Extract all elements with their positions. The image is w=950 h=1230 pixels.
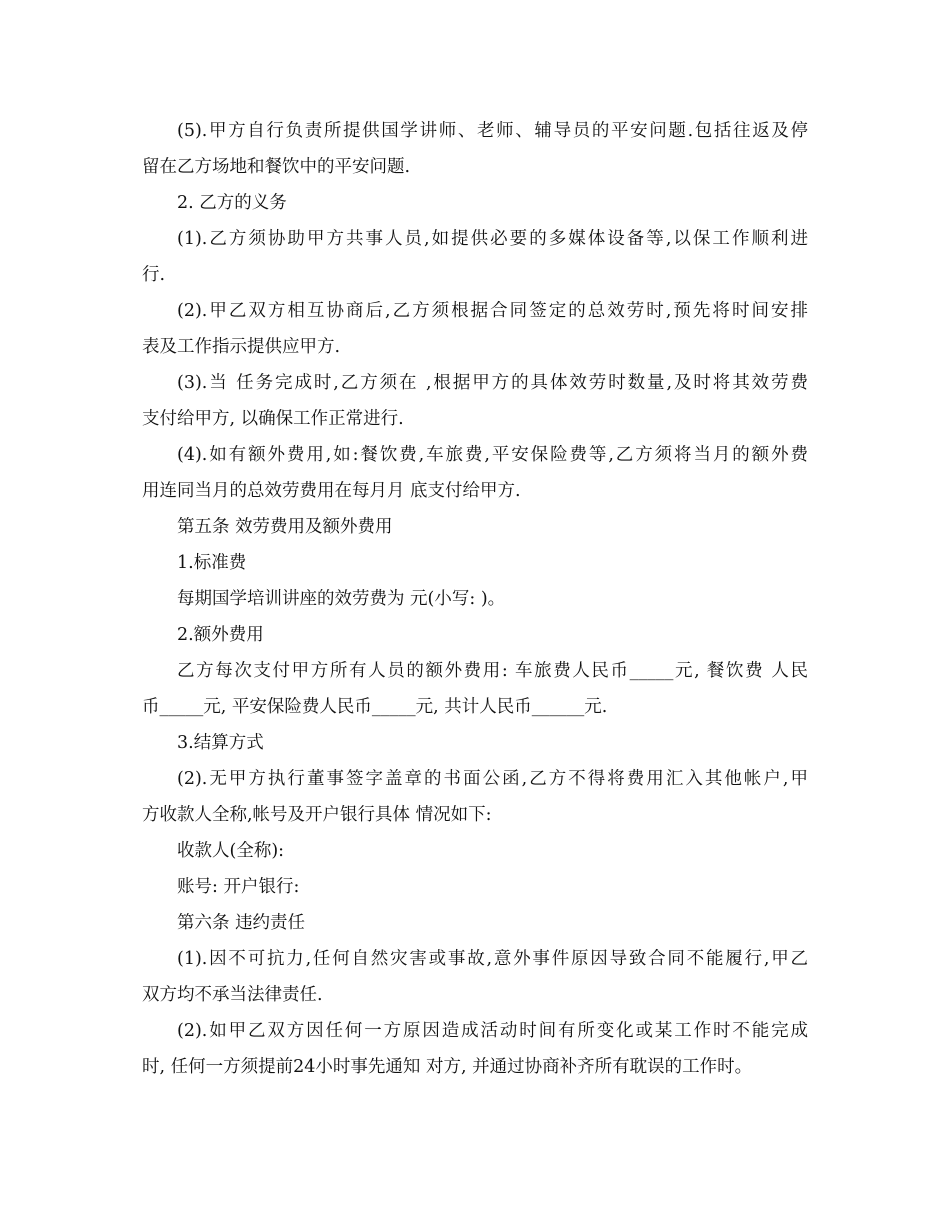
paragraph-line: (2).甲乙双方相互协商后,乙方须根据合同签定的总效劳时,预先将时间安排: [177, 301, 808, 321]
section-heading: 3.结算方式: [177, 733, 264, 753]
paragraph-line: 币_____元, 平安保险费人民币_____元, 共计人民币______元.: [142, 697, 608, 717]
paragraph-line: 每期国学培训讲座的效劳费为 元(小写: )。: [177, 589, 506, 609]
paragraph-line: 乙方每次支付甲方所有人员的额外费用: 车旅费人民币_____元, 餐饮费 人民: [177, 661, 808, 681]
paragraph-line: 用连同当月的总效劳费用在每月月 底支付给甲方.: [142, 481, 521, 501]
paragraph-line: 支付给甲方, 以确保工作正常进行.: [142, 409, 404, 429]
paragraph-line: (3).当 任务完成时,乙方须在 ,根据甲方的具体效劳时数量,及时将其效劳费: [177, 373, 808, 393]
paragraph-line: 时, 任何一方须提前24小时事先通知 对方, 并通过协商补齐所有耽误的工作时。: [142, 1057, 753, 1077]
paragraph-line: (2).如甲乙双方因任何一方原因造成活动时间有所变化或某工作时不能完成: [177, 1021, 808, 1041]
account-line: 账号: 开户银行:: [177, 877, 300, 897]
section-heading: 2. 乙方的义务: [177, 193, 287, 213]
document-body: [142, 113, 808, 1085]
paragraph-line: 留在乙方场地和餐饮中的平安问题.: [142, 157, 411, 177]
paragraph-line: (2).无甲方执行董事签字盖章的书面公函,乙方不得将费用汇入其他帐户,甲: [177, 769, 808, 789]
payee-name-line: 收款人(全称):: [177, 841, 285, 861]
paragraph-line: 行.: [142, 265, 166, 285]
paragraph-line: 方收款人全称,帐号及开户银行具体 情况如下:: [142, 805, 492, 825]
paragraph-line: (1).因不可抗力,任何自然灾害或事故,意外事件原因导致合同不能履行,甲乙: [177, 949, 808, 969]
article-heading: 第六条 违约责任: [177, 913, 306, 933]
paragraph-line: 表及工作指示提供应甲方.: [142, 337, 341, 357]
section-heading: 1.标准费: [177, 553, 247, 573]
paragraph-line: (1).乙方须协助甲方共事人员,如提供必要的多媒体设备等,以保工作顺利进: [177, 229, 808, 249]
paragraph-line: (5).甲方自行负责所提供国学讲师、老师、辅导员的平安问题.包括往返及停: [177, 121, 808, 141]
section-heading: 2.额外费用: [177, 625, 264, 645]
paragraph-line: 双方均不承当法律责任.: [142, 985, 323, 1005]
paragraph-line: (4).如有额外费用,如:餐饮费,车旅费,平安保险费等,乙方须将当月的额外费: [177, 445, 808, 465]
article-heading: 第五条 效劳费用及额外费用: [177, 517, 393, 537]
